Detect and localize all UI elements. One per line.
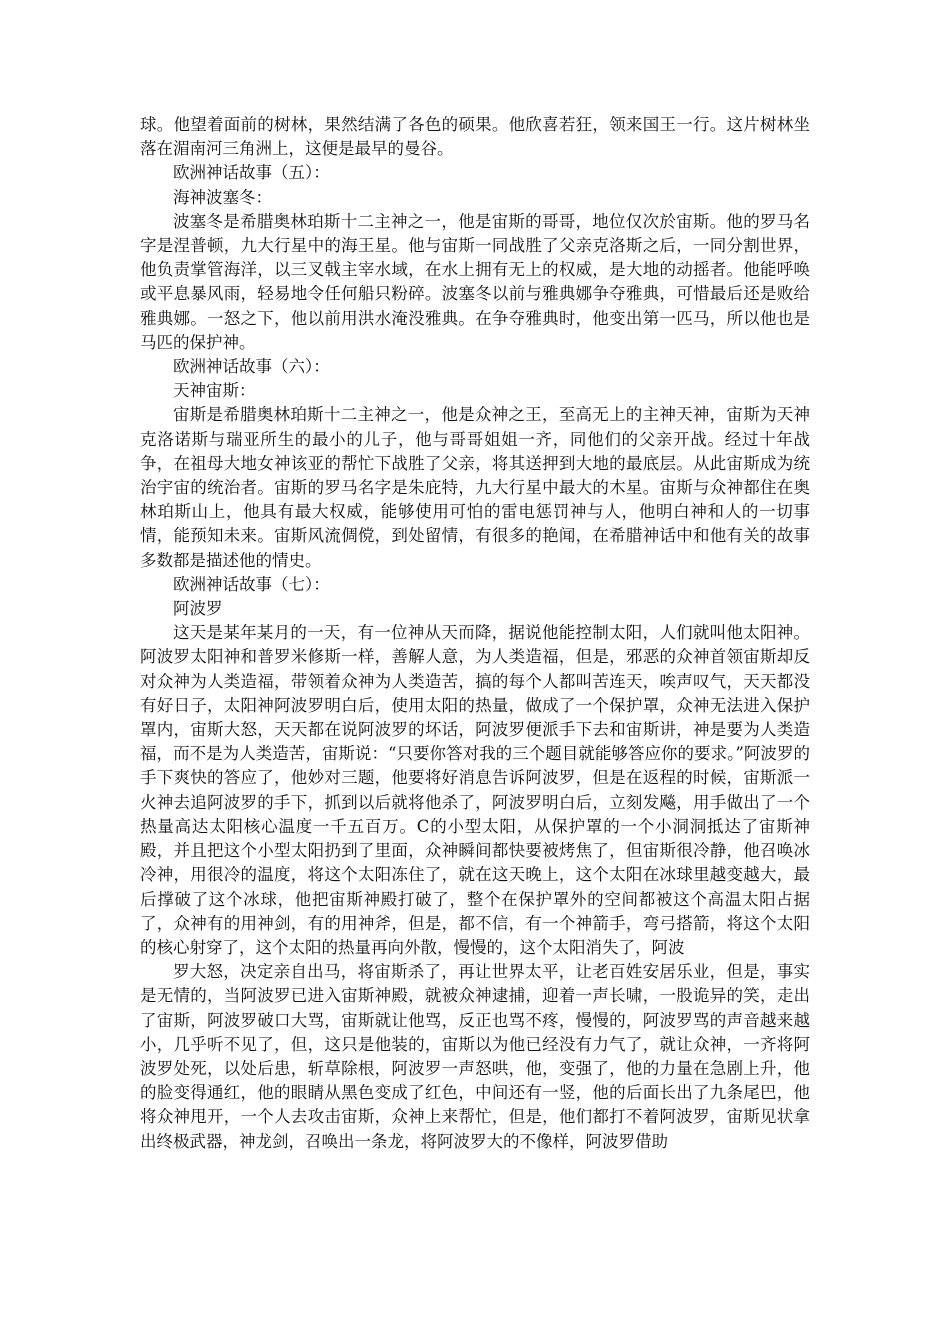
paragraph-intro-continuation: 球。他望着面前的树林，果然结满了各色的硕果。他欣喜若狂，领来国王一行。这片树林坐落在湄南河三角洲上，这便是最早的曼谷。 — [140, 115, 810, 159]
paragraph-poseidon: 波塞冬是希腊奥林珀斯十二主神之一，他是宙斯的哥哥，地位仅次於宙斯。他的罗马名字是涅普顿，九大行星中的海王星。他与宙斯一同战胜了父亲克洛斯之后，一同分割世界，他负责掌管海洋，以三叉戟主宰水域，在水上拥有无上的权威，是大地的动摇者。他能呼唤或平息暴风雨，轻易地令任何船只粉碎。波塞冬以前与雅典娜争夺雅典，可惜最后还是败给雅典娜。一怒之下，他以前用洪水淹没雅典。在争夺雅典时，他变出第一匹马，所以他也是马匹的保护神。 — [140, 211, 810, 352]
document-body — [140, 113, 810, 1154]
paragraph-zeus: 宙斯是希腊奥林珀斯十二主神之一，他是众神之王，至高无上的主神天神，宙斯为天神克洛诺斯与瑞亚所生的最小的儿子，他与哥哥姐姐一齐，同他们的父亲开战。经过十年战争，在祖母大地女神该亚的帮忙下战胜了父亲，将其送押到大地的最底层。从此宙斯成为统治宇宙的统治者。宙斯的罗马名字是朱庇特，九大行星中最大的木星。宙斯与众神都住在奥林珀斯山上，他具有最大权威，能够使用可怕的雷电惩罚神与人，他明白神和人的一切事情，能预知未来。宙斯风流倜傥，到处留情，有很多的艳闻，在希腊神话中和他有关的故事多数都是描述他的情史。 — [140, 405, 810, 570]
subheading-apollo: 阿波罗 — [173, 599, 223, 619]
section-heading-7: 欧洲神话故事（七）： — [173, 574, 330, 594]
subheading-zeus: 天神宙斯： — [173, 381, 256, 401]
section-heading-6: 欧洲神话故事（六）： — [173, 357, 330, 377]
paragraph-apollo-2: 罗大怒，决定亲自出马，将宙斯杀了，再让世界太平，让老百姓安居乐业，但是，事实是无情的，当阿波罗已进入宙斯神殿，就被众神逮捕，迎着一声长啸，一股诡异的笑，走出了宙斯，阿波罗破口大骂，宙斯就让他骂，反正也骂不疼，慢慢的，阿波罗骂的声音越来越小，几乎听不见了，但，这只是他装的，宙斯以为他已经没有力气了，就让众神，一齐将阿波罗处死，以处后患，斩草除根，阿波罗一声怒哄，他，变强了，他的力量在急剧上升，他的脸变得通红，他的眼睛从黑色变成了红色，中间还有一竖，他的后面长出了九条尾巴，他将众神甩开，一个人去攻击宙斯，众神上来帮忙，但是，他们都打不着阿波罗，宙斯见状拿出终极武器，神龙剑，召唤出一条龙，将阿波罗大的不像样，阿波罗借助 — [140, 962, 810, 1151]
paragraph-apollo-1: 这天是某年某月的一天，有一位神从天而降，据说他能控制太阳，人们就叫他太阳神。阿波罗太阳神和普罗米修斯一样，善解人意，为人类造福，但是，邪恶的众神首领宙斯却反对众神为人类造福，带领着众神为人类造苦，搞的每个人都叫苦连天，唉声叹气，天天都没有好日子，太阳神阿波罗明白后，使用太阳的热量，做成了一个保护罩，众神无法进入保护罩内，宙斯大怒，天天都在说阿波罗的坏话，阿波罗便派手下去和宙斯讲，神是要为人类造福，而不是为人类造苦，宙斯说：“只要你答对我的三个题目就能够答应你的要求。”阿波罗的手下爽快的答应了，他妙对三题，他要将好消息告诉阿波罗，但是在返程的时候，宙斯派一火神去追阿波罗的手下，抓到以后就将他杀了，阿波罗明白后，立刻发飚，用手做出了一个热量高达太阳核心温度一千五百万。C的小型太阳，从保护罩的一个小洞洞抵达了宙斯神殿，并且把这个小型太阳扔到了里面，众神瞬间都快要被烤焦了，但宙斯很冷静，他召唤冰冷神，用很冷的温度，将这个太阳冻住了，就在这天晚上，这个太阳在冰球里越变越大，最后撑破了这个冰球，他把宙斯神殿打破了，整个在保护罩外的空间都被这个高温太阳占据了，众神有的用神剑，有的用神斧，但是，都不信，有一个神箭手，弯弓搭箭，将这个太阳的核心射穿了，这个太阳的热量再向外散，慢慢的，这个太阳消失了，阿波 — [140, 623, 810, 957]
section-heading-5: 欧洲神话故事（五）： — [173, 163, 330, 183]
subheading-poseidon: 海神波塞冬： — [173, 187, 272, 207]
